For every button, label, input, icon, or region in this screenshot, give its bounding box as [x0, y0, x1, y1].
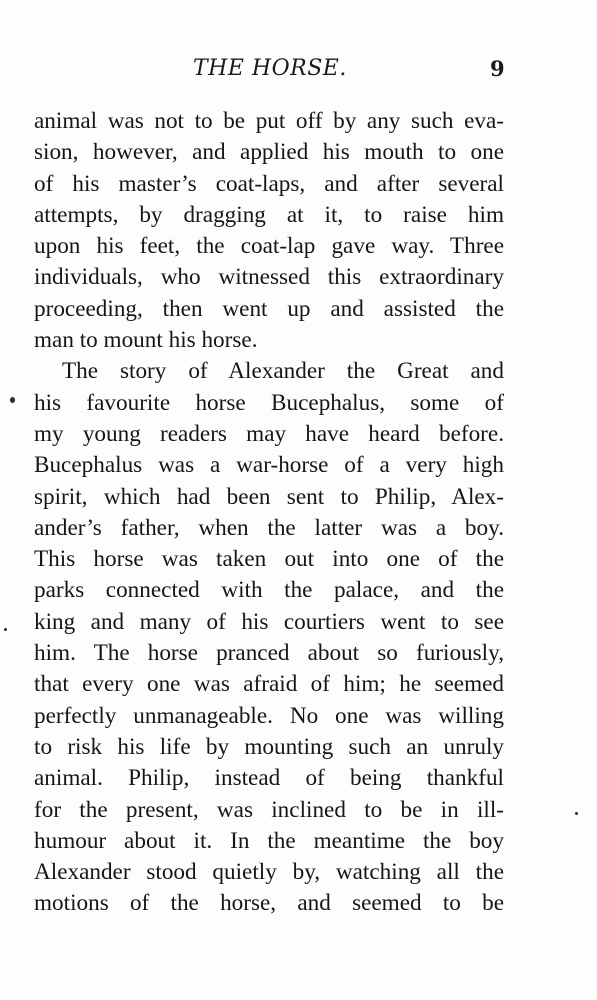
text-line: individuals, who witnessed this extraordinary	[34, 264, 504, 291]
text-line: my young readers may have heard before.	[34, 420, 504, 447]
text-line: king and many of his courtiers went to see	[34, 608, 504, 635]
text-line: his favourite horse Bucephalus, some of	[34, 389, 504, 416]
text-line: proceeding, then went up and assisted the	[34, 295, 504, 322]
text-line: to risk his life by mounting such an unruly	[34, 733, 504, 760]
text-line: of his master’s coat-laps, and after several	[34, 170, 504, 197]
text-line: sion, however, and applied his mouth to one	[34, 139, 504, 166]
text-line: for the present, was inclined to be in ill-	[34, 796, 504, 823]
text-line: upon his feet, the coat-lap gave way. Three	[34, 233, 504, 260]
ink-speck	[4, 628, 7, 631]
body-text	[34, 106, 504, 920]
paragraph-end-line: man to mount his horse.	[34, 327, 258, 354]
running-head	[0, 56, 597, 86]
running-title: THE HORSE.	[193, 56, 347, 81]
text-line: attempts, by dragging at it, to raise him	[34, 201, 504, 228]
text-line: animal. Philip, instead of being thankful	[34, 765, 504, 792]
ink-speck	[10, 397, 15, 403]
page-number: 9	[490, 56, 505, 81]
text-line: animal was not to be put off by any such eva-	[34, 108, 504, 134]
text-line: parks connected with the palace, and the	[34, 577, 504, 604]
text-line: ander’s father, when the latter was a boy.	[34, 514, 504, 541]
text-line: humour about it. In the meantime the boy	[34, 827, 504, 854]
text-line: him. The horse pranced about so furiously,	[34, 640, 504, 667]
ink-speck	[575, 812, 578, 815]
text-line: spirit, which had been sent to Philip, Alex-	[34, 483, 504, 510]
text-line: perfectly unmanageable. No one was willing	[34, 702, 504, 729]
text-line: that every one was afraid of him; he seemed	[34, 671, 504, 698]
text-line: This horse was taken out into one of the	[34, 546, 504, 573]
text-line: Bucephalus was a war-horse of a very high	[34, 452, 504, 479]
text-line: Alexander stood quietly by, watching all the	[34, 859, 504, 886]
paragraph-start-line: The story of Alexander the Great and	[62, 358, 504, 385]
text-line: motions of the horse, and seemed to be	[34, 890, 504, 917]
